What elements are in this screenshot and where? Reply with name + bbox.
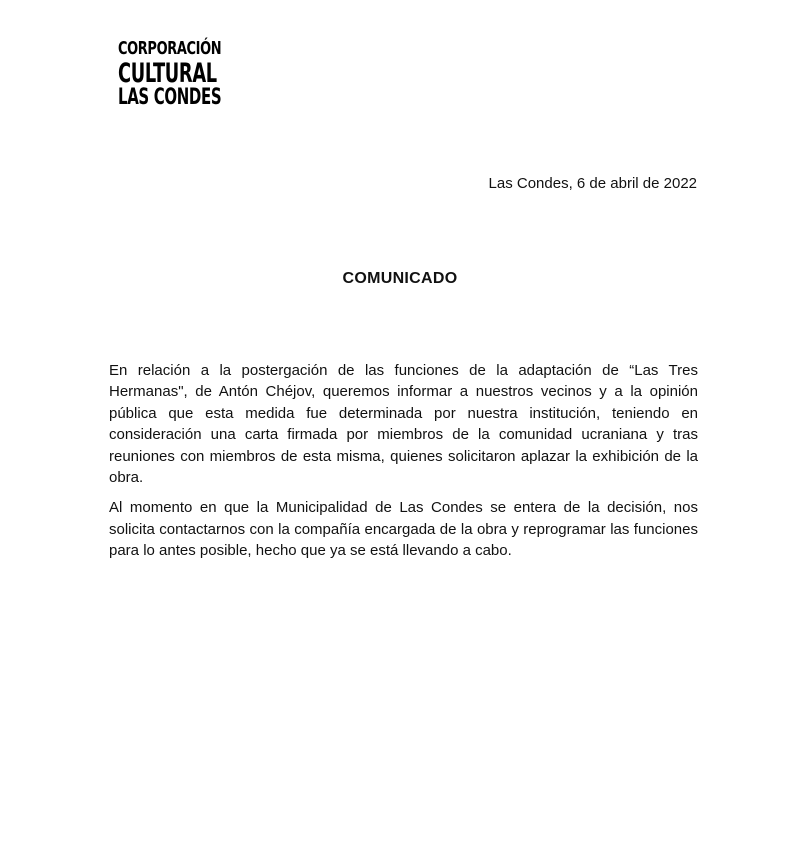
logo-line-2: CULTURAL: [118, 58, 217, 89]
paragraph-1: En relación a la postergación de las funciones de la adaptación de “Las Tres Hermanas", de Antón Chéjov, queremos informar a nuestros vecinos y a la opinión pública que esta medida fue determinada por nuestra institución, teniendo en consideración una carta firmada por miembros de la comunidad ucraniana y tras reuniones con miembros de esta misma, quienes solicitaron aplazar la exhibición de la obra.: [109, 362, 698, 487]
organization-logo: [118, 40, 226, 111]
date-line: Las Condes, 6 de abril de 2022: [488, 175, 697, 192]
document-title: COMUNICADO: [342, 270, 458, 287]
paragraph-2: Al momento en que la Municipalidad de Las Condes se entera de la decisión, nos solicita contactarnos con la compañía encargada de la obra y reprogramar las funciones para lo antes posible, hecho que ya se está llevando a cabo.: [109, 499, 698, 560]
logo-line-1: CORPORACIÓN: [118, 38, 222, 59]
logo-line-3: LAS CONDES: [118, 85, 222, 110]
document-body: [109, 360, 698, 571]
